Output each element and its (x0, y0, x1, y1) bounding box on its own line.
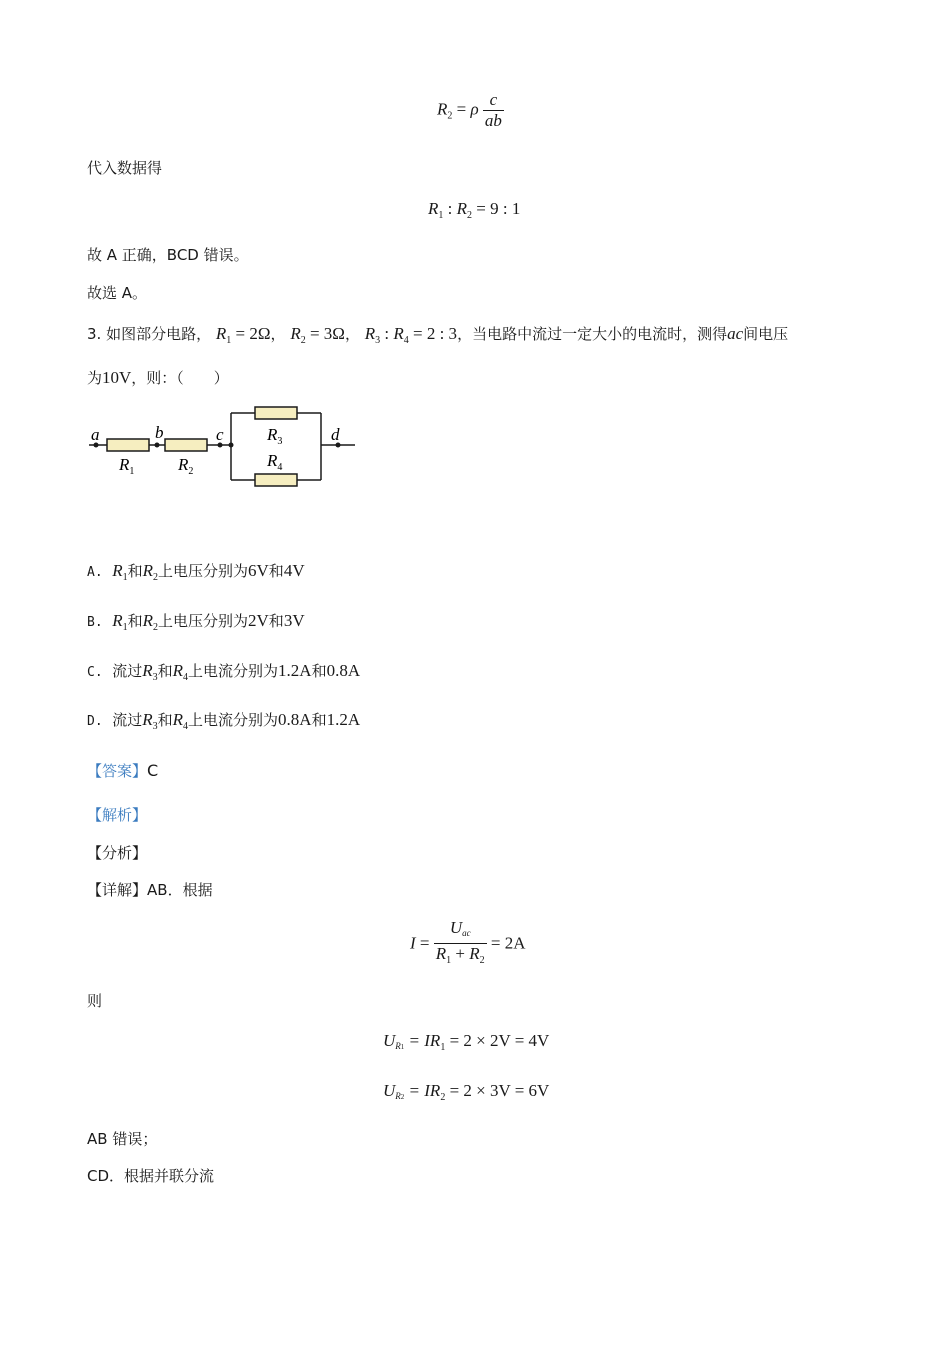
and-text: 和 (157, 662, 173, 680)
question-stem-line2 (87, 367, 229, 388)
colon: : (384, 324, 390, 343)
label-r3: $R_3$ (267, 425, 283, 447)
value-2: 1.2A (326, 710, 361, 729)
resistor-r1 (107, 439, 149, 451)
circuit-diagram (85, 400, 365, 495)
option-text: 上电流分别为 (188, 662, 279, 680)
text-conclusion: 故 A 正确，BCD 错误。 (87, 246, 249, 264)
junction-left-dot (229, 443, 234, 448)
question-number: 3. (87, 325, 102, 343)
detail-line (87, 879, 213, 900)
formula-ratio (428, 199, 520, 221)
formula-result: = 2 × 3V = 6V (449, 1081, 550, 1100)
r2-value: = 3Ω (309, 324, 345, 343)
node-label-c: c (216, 425, 224, 444)
and-text: 和 (268, 612, 284, 630)
stem-text: 间电压 (743, 325, 789, 343)
symbol-r: R (142, 611, 153, 630)
node-label-d: d (331, 425, 340, 444)
fraction-numerator: Uac (449, 918, 471, 938)
text-choose: 故选 A。 (87, 284, 148, 302)
symbol-r3: R (364, 324, 376, 343)
comma: ， (344, 325, 360, 343)
fraction-denominator: $R_1 + R_2$ (434, 943, 487, 971)
symbol-r: R (172, 661, 184, 680)
fraction-numerator: c (489, 90, 498, 109)
answer-value: C (147, 761, 159, 780)
equals-sign: = (419, 933, 430, 953)
formula-mid: = I (408, 1031, 430, 1050)
subscript: 2 (447, 110, 453, 122)
answer-line (87, 760, 158, 781)
fraction (434, 918, 487, 971)
subscript: 3 (375, 335, 381, 346)
option-letter: C. (87, 665, 103, 680)
symbol-r2: R (290, 324, 301, 343)
symbol-r: R (429, 1081, 441, 1100)
stem-text: ，当电路中流过一定大小的电流时，测得 (457, 325, 728, 343)
fenxi-heading: 【分析】 (87, 844, 148, 862)
formula-r2-resistivity (437, 90, 504, 131)
symbol-u: U (383, 1081, 396, 1100)
option-b[interactable] (87, 610, 305, 633)
symbol-i: I (410, 933, 416, 953)
subscript: 3 (152, 672, 158, 683)
resistor-r4 (255, 474, 297, 486)
ratio-value: = 9 : 1 (476, 199, 521, 218)
subscript: R2 (395, 1091, 405, 1101)
subscript: 2 (300, 335, 306, 346)
subscript: 2 (467, 210, 473, 221)
text-ab-wrong: AB 错误； (87, 1130, 158, 1148)
value-2: 4V (283, 561, 305, 580)
text-then: 则 (87, 992, 103, 1010)
symbol-ac: ac (727, 324, 744, 343)
option-c[interactable] (87, 660, 360, 683)
option-text: 流过 (112, 711, 143, 729)
stem-text: 为 (87, 369, 103, 387)
formula-ur2 (383, 1081, 549, 1103)
fraction (483, 90, 504, 131)
formula-current (410, 918, 526, 971)
text-cd: CD．根据并联分流 (87, 1167, 215, 1185)
label-r2: $R_2$ (178, 455, 194, 477)
option-text: 上电压分别为 (158, 612, 249, 630)
resistor-r3 (255, 407, 297, 419)
subscript: 4 (403, 335, 409, 346)
symbol-r: R (429, 1031, 441, 1050)
value-2: 3V (283, 611, 305, 630)
r1-value: = 2Ω (235, 324, 271, 343)
subscript: 2 (153, 572, 158, 583)
voltage-value: 10V (102, 368, 132, 387)
label-r1: $R_1$ (119, 455, 135, 477)
value-2: 0.8A (326, 661, 361, 680)
symbol-r: R (172, 710, 184, 729)
and-text: 和 (268, 562, 284, 580)
stem-text: 如图部分电路， (106, 325, 212, 343)
subscript: 1 (438, 210, 444, 221)
symbol-u: U (383, 1031, 396, 1050)
symbol-rho: ρ (470, 99, 479, 119)
formula-ur1 (383, 1031, 549, 1053)
option-letter: A. (87, 565, 103, 580)
symbol-r2: R (456, 199, 468, 218)
symbol-r4: R (393, 324, 404, 343)
subscript: 3 (152, 721, 158, 732)
formula-result: = 2 × 2V = 4V (449, 1031, 550, 1050)
label-r4: $R_4$ (267, 451, 283, 473)
subscript: 1 (440, 1042, 446, 1053)
value-1: 2V (248, 611, 269, 630)
symbol-r: R (142, 561, 153, 580)
analysis-tag: 【解析】 (87, 806, 148, 824)
option-d[interactable] (87, 709, 360, 732)
subscript: 4 (183, 721, 189, 732)
subscript: R1 (395, 1041, 405, 1051)
value-1: 1.2A (278, 661, 312, 680)
symbol-r: R (112, 561, 123, 580)
symbol-r: R (142, 661, 153, 680)
and-text: 和 (311, 711, 327, 729)
detail-text: AB．根据 (147, 881, 213, 899)
colon: : (447, 199, 453, 218)
symbol-r: R (437, 99, 448, 119)
symbol-r1: R (215, 324, 227, 343)
subscript: 2 (153, 622, 158, 633)
and-text: 和 (127, 612, 143, 630)
question-stem-line1 (87, 323, 788, 346)
and-text: 和 (157, 711, 173, 729)
formula-mid: = I (408, 1081, 430, 1100)
equals-sign: = (456, 99, 467, 119)
option-text: 流过 (112, 662, 143, 680)
detail-tag: 【详解】 (87, 881, 148, 899)
subscript: 1 (122, 572, 128, 583)
subscript: 2 (440, 1092, 446, 1103)
text-substitute: 代入数据得 (87, 159, 163, 177)
node-b-dot (155, 443, 160, 448)
answer-tag: 【答案】 (87, 762, 148, 780)
option-text: 上电压分别为 (158, 562, 249, 580)
value-1: 0.8A (278, 710, 312, 729)
option-letter: D. (87, 714, 103, 729)
and-text: 和 (311, 662, 327, 680)
symbol-r1: R (428, 199, 439, 218)
option-letter: B. (87, 615, 103, 630)
value-1: 6V (248, 561, 269, 580)
option-text: 上电流分别为 (188, 711, 279, 729)
symbol-r: R (142, 710, 153, 729)
subscript: 1 (226, 335, 232, 346)
fraction-denominator: ab (484, 111, 502, 130)
current-result: = 2A (490, 933, 526, 953)
subscript: 4 (183, 672, 189, 683)
node-label-b: b (155, 423, 164, 442)
option-a[interactable] (87, 560, 305, 583)
node-label-a: a (91, 425, 100, 444)
stem-text: ，则：（ ） (131, 369, 229, 387)
subscript: 1 (122, 622, 128, 633)
symbol-r: R (112, 611, 123, 630)
comma: ， (270, 325, 286, 343)
r34-ratio: = 2 : 3 (413, 324, 458, 343)
resistor-r2 (165, 439, 207, 451)
and-text: 和 (127, 562, 143, 580)
